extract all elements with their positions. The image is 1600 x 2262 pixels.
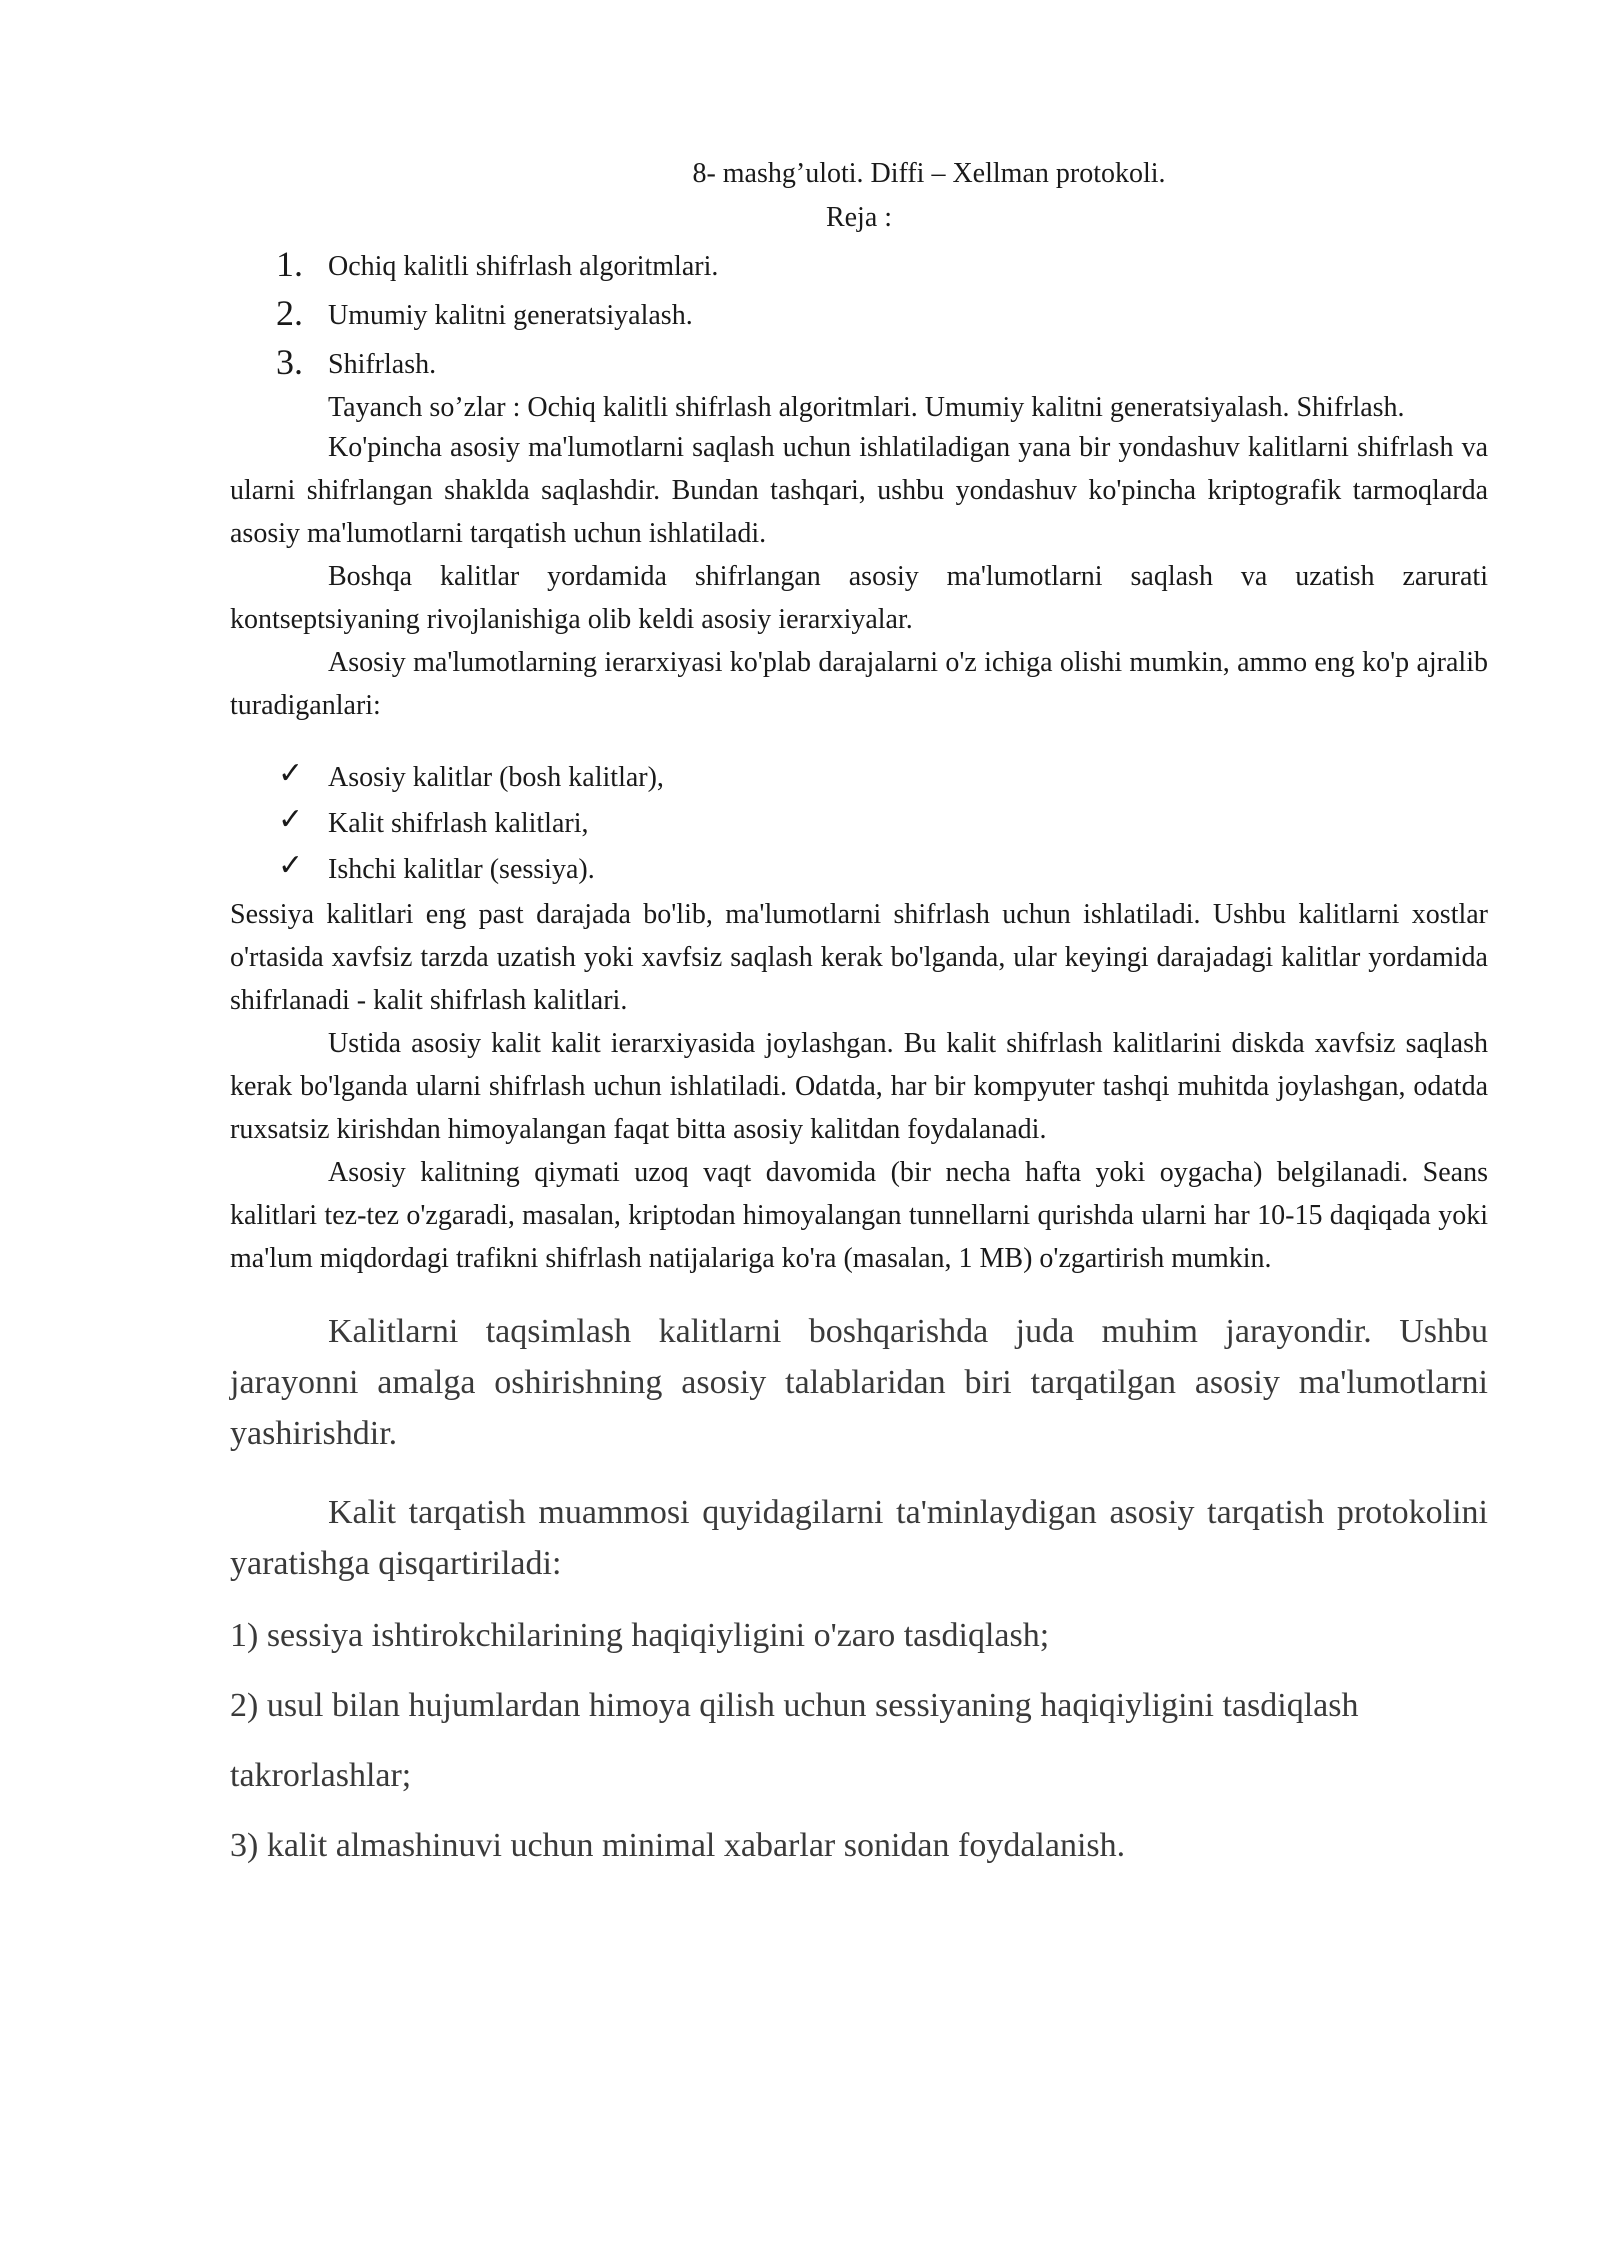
- document-content: [230, 152, 1488, 1881]
- requirement-item: 3) kalit almashinuvi uchun minimal xabarlar sonidan foydalanish.: [230, 1827, 1126, 1864]
- keywords-line: Tayanch so’zlar : Ochiq kalitli shifrlash algoritmlari. Umumiy kalitni generatsiyalash. Shifrlash.: [328, 392, 1405, 423]
- plan-item: [230, 340, 1488, 389]
- paragraph: Kalitlarni taqsimlash kalitlarni boshqarishda juda muhim jarayondir. Ushbu jarayonni amalga oshirishning asosiy talablaridan biri tarqatilgan asosiy ma'lumotlarni yashirishdir.: [230, 1313, 1488, 1452]
- page-title: 8- mashg’uloti. Diffi – Xellman protokoli.: [692, 158, 1166, 189]
- paragraph: Kalit tarqatish muammosi quyidagilarni ta'minlaydigan asosiy tarqatish protokolini yaratishga qisqartiriladi:: [230, 1494, 1488, 1582]
- paragraph: Ko'pincha asosiy ma'lumotlarni saqlash uchun ishlatiladigan yana bir yondashuv kalitlarni shifrlash va ularni shifrlangan shaklda saqlashdir. Bundan tashqari, ushbu yondashuv ko'pincha kriptografik tarmoqlarda asosiy ma'lumotlarni tarqatish uchun ishlatiladi.: [230, 432, 1488, 549]
- list-item: [230, 801, 1488, 847]
- plan-item: [230, 242, 1488, 291]
- plan-item-text: Umumiy kalitni generatsiyalash.: [328, 300, 693, 331]
- checkmark-icon: ✓: [278, 802, 304, 837]
- requirement-item: 1) sessiya ishtirokchilarining haqiqiyligini o'zaro tasdiqlash;: [230, 1617, 1050, 1654]
- plan-heading: Reja :: [825, 202, 893, 233]
- paragraph: Sessiya kalitlari eng past darajada bo'lib, ma'lumotlarni shifrlash uchun ishlatiladi. Ushbu kalitlarni xostlar o'rtasida xavfsiz tarzda uzatish yoki xavfsiz saqlash kerak bo'lganda, ular keyingi darajadagi kalitlar yordamida shifrlanadi - kalit shifrlash kalitlari.: [230, 899, 1488, 1016]
- list-item: [230, 847, 1488, 893]
- plan-item-text: Ochiq kalitli shifrlash algoritmlari.: [328, 251, 719, 282]
- key-hierarchy-list: [230, 755, 1488, 893]
- plan-item-number: 3.: [276, 342, 303, 382]
- list-item-text: Asosiy kalitlar (bosh kalitlar),: [328, 762, 664, 793]
- checkmark-icon: ✓: [278, 848, 304, 883]
- list-item-text: Kalit shifrlash kalitlari,: [328, 808, 589, 839]
- list-item: [230, 755, 1488, 801]
- list-item-text: Ishchi kalitlar (sessiya).: [328, 854, 595, 885]
- paragraph: Ustida asosiy kalit kalit ierarxiyasida joylashgan. Bu kalit shifrlash kalitlarini diskda xavfsiz saqlash kerak bo'lganda ularni shifrlash uchun ishlatiladi. Odatda, har bir kompyuter tashqi muhitda joylashgan, odatda ruxsatsiz kirishdan himoyalangan faqat bitta asosiy kalitdan foydalanadi.: [230, 1028, 1488, 1145]
- requirement-item-continuation: takrorlashlar;: [230, 1757, 412, 1794]
- paragraph: Asosiy ma'lumotlarning ierarxiyasi ko'plab darajalarni o'z ichiga olishi mumkin, ammo eng ko'p ajralib turadiganlari:: [230, 647, 1488, 721]
- paragraph: Boshqa kalitlar yordamida shifrlangan asosiy ma'lumotlarni saqlash va uzatish zarurati kontseptsiyaning rivojlanishiga olib keldi asosiy ierarxiyalar.: [230, 561, 1488, 635]
- checkmark-icon: ✓: [278, 756, 304, 791]
- plan-item-text: Shifrlash.: [328, 349, 437, 380]
- requirement-item: 2) usul bilan hujumlardan himoya qilish uchun sessiyaning haqiqiyligini tasdiqlash: [230, 1687, 1359, 1724]
- plan-list: [230, 242, 1488, 389]
- plan-item: [230, 291, 1488, 340]
- plan-item-number: 1.: [276, 244, 303, 284]
- paragraph: Asosiy kalitning qiymati uzoq vaqt davomida (bir necha hafta yoki oygacha) belgilanadi. Seans kalitlari tez-tez o'zgaradi, masalan, kriptodan himoyalangan tunnellarni qurishda ularni har 10-15 daqiqada yoki ma'lum miqdordagi trafikni shifrlash natijalariga ko'ra (masalan, 1 MB) o'zgartirish mumkin.: [230, 1157, 1488, 1274]
- plan-item-number: 2.: [276, 293, 303, 333]
